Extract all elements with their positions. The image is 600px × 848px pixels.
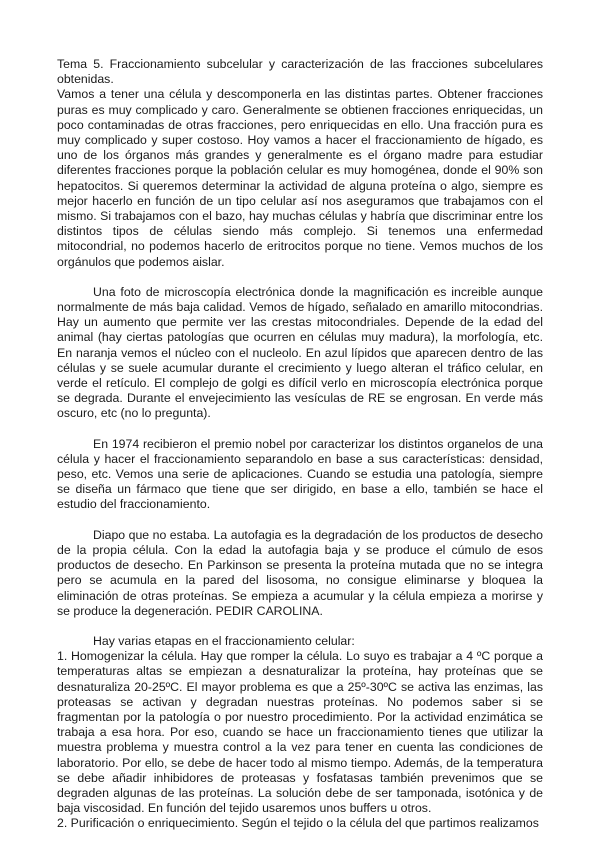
document-title: Tema 5. Fraccionamiento subcelular y caracterización de las fracciones subcelulares obtenidas. xyxy=(57,57,543,87)
paragraph-step-homogenize: 1. Homogenizar la célula. Hay que romper la célula. Lo suyo es trabajar a 4 ºC porque a temperaturas altas se empiezan a desnaturalizar la proteína, hay proteínas que se desnaturaliza 20-25ºC. El mayor problema es que a 25º-30ºC se activa las enzimas, las proteasas se activan y degradan nuestras proteínas. No podemos saber si se fragmentan por la patología o por nuestro procedimiento. Por la actividad enzimática se trabaja a esa hora. Por eso, cuando se hace un fraccionamiento tienes que utilizar la muestra problema y muestra control a la vez para tener en cuenta las condiciones de laboratorio. Por ello, se debe de hacer todo al mismo tiempo. Además, de la temperatura se debe añadir inhibidores de proteasas y fosfatasas también prevenimos que se degraden algunas de las proteínas. La solución debe de ser tamponada, isotónica y de baja viscosidad. En función del tejido usaremos unos buffers u otros. xyxy=(57,649,543,816)
paragraph-stages-intro: Hay varias etapas en el fraccionamiento celular: xyxy=(93,633,355,648)
paragraph-step-purification: 2. Purificación o enriquecimiento. Según el tejido o la célula del que partimos realizamos xyxy=(57,816,539,831)
paragraph-nobel: En 1974 recibieron el premio nobel por caracterizar los distintos organelos de una célula y hacer el fraccionamiento separandolo en base a sus características: densidad, peso, etc. Vemos una serie de aplicaciones. Cuando se estudia una patología, siempre se diseña un fármaco que tiene que ser dirigido, en base a ello, también se hace el estudio del fraccionamiento. xyxy=(57,436,543,512)
paragraph-microscopy: Una foto de microscopía electrónica donde la magnificación es increible aunque normalmente de más baja calidad. Vemos de hígado, señalado en amarillo mitocondrias. Hay un aumento que permite ver las crestas mitocondriales. Depende de la edad del animal (hay ciertas patologías que ocurren en células muy madura), la morfología, etc. En naranja vemos el núcleo con el nucleolo. En azul lípidos que aparecen dentro de las células y se suele acumular durante el crecimiento y luego alteran el tráfico celular, en verde el retículo. El complejo de golgi es difícil verlo en microscopía electrónica porque se degrada. Durante el envejecimiento las vesículas de RE se engrosan. En verde más oscuro, etc (no lo pregunta). xyxy=(57,284,543,421)
paragraph-intro: Vamos a tener una célula y descomponerla en las distintas partes. Obtener fracciones puras es muy complicado y caro. Generalmente se obtienen fracciones enriquecidas, un poco contaminadas de otras fracciones, pero enriquecidas en ello. Una fracción pura es muy complicado y super costoso. Hoy vamos a hacer el fraccionamiento de hígado, es uno de los órganos más grandes y generalmente es el órgano madre para estudiar diferentes fracciones porque la población celular es muy homogénea, donde el 90% son hepatocitos. Si queremos determinar la actividad de alguna proteína o algo, siempre es mejor hacerlo en función de un tipo celular así nos aseguramos que trabajamos con el mismo. Si trabajamos con el bazo, hay muchas células y habría que discriminar entre los distintos tipos de células siendo más complejo. Si tenemos una enfermedad mitocondrial, no podemos hacerlo de eritrocitos porque no tiene. Vemos muchos de los orgánulos que podemos aislar. xyxy=(57,87,543,269)
paragraph-autophagy: Diapo que no estaba. La autofagia es la degradación de los productos de desecho de la propia célula. Con la edad la autofagia baja y se produce el cúmulo de esos productos de desecho. En Parkinson se presenta la proteína mutada que no se integra pero se acumula en la pared del lisosoma, no consigue eliminarse y bloquea la eliminación de otras proteínas. Se empieza a acumular y la célula empieza a morirse y se produce la degeneración. PEDIR CAROLINA. xyxy=(57,527,543,618)
document-page xyxy=(57,57,543,832)
